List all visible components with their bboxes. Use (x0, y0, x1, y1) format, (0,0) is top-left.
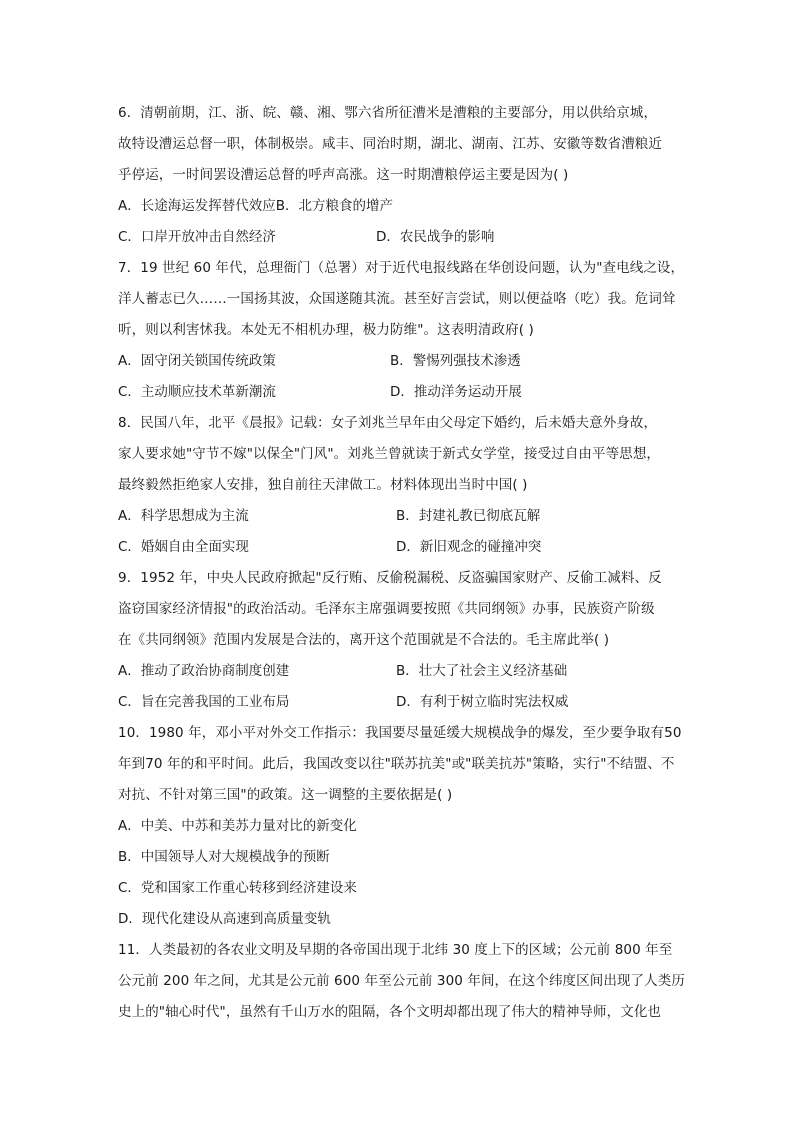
question-stem-line: 8．民国八年，北平《晨报》记载：女子刘兆兰早年由父母定下婚约，后未婚夫意外身故， (118, 415, 658, 431)
answer-option[interactable]: C．口岸开放冲击自然经济 (118, 229, 276, 245)
answer-option[interactable]: C．主动顺应技术革新潮流 (118, 384, 276, 400)
question-stem-line: 7．19 世纪 60 年代，总理衙门（总署）对于近代电报线路在华创设问题，认为"查电线之设， (118, 260, 685, 276)
question-stem-line: 史上的"轴心时代"，虽然有千山万水的阻隔，各个文明却都出现了伟大的精神导师，文化也 (118, 1004, 662, 1020)
answer-option[interactable]: D．有利于树立临时宪法权威 (396, 694, 569, 710)
question-6 (118, 104, 690, 259)
question-stem-line: 对抗、不针对第三国"的政策。这一调整的主要依据是( ) (118, 787, 453, 803)
question-list (118, 104, 690, 1034)
question-stem-line: 6．清朝前期，江、浙、皖、赣、湘、鄂六省所征漕米是漕粮的主要部分，用以供给京城， (118, 105, 658, 121)
question-11 (118, 941, 690, 1034)
options-row (118, 910, 690, 941)
options-row (118, 538, 690, 569)
question-stem-line: 9．1952 年，中央人民政府掀起"反行贿、反偷税漏税、反盗骗国家财产、反偷工减料、反 (118, 570, 662, 586)
question-stem-line: 乎停运，一时间罢设漕运总督的呼声高涨。这一时期漕粮停运主要是因为( ) (118, 167, 569, 183)
question-stem-line: 家人要求她"守节不嫁"以保全"门风"。刘兆兰曾就读于新式女学堂，接受过自由平等思想， (118, 446, 661, 462)
answer-option[interactable]: C．党和国家工作重心转移到经济建设来 (118, 880, 357, 896)
question-stem-line: 盗窃国家经济情报"的政治活动。毛泽东主席强调要按照《共同纲领》办事，民族资产阶级 (118, 601, 655, 617)
question-10 (118, 724, 690, 941)
answer-option[interactable]: A．中美、中苏和美苏力量对比的新变化 (118, 818, 357, 834)
options-row (118, 662, 690, 693)
options-row (118, 879, 690, 910)
answer-option[interactable]: D．推动洋务运动开展 (390, 384, 522, 400)
answer-option[interactable]: A．固守闭关锁国传统政策 (118, 353, 276, 369)
options-row (118, 693, 690, 724)
question-stem-line: 洋人蓄志已久……一国扬其波，众国遂随其流。甚至好言尝试，则以便益咯（吃）我。危词耸 (118, 291, 676, 307)
answer-option[interactable]: D．农民战争的影响 (376, 229, 495, 245)
options-row (118, 507, 690, 538)
options-row (118, 383, 690, 414)
question-stem-line: 最终毅然拒绝家人安排，独自前往天津做工。材料体现出当时中国( ) (118, 477, 528, 493)
answer-option[interactable]: C．婚姻自由全面实现 (118, 539, 249, 555)
question-9 (118, 569, 690, 724)
question-stem-line: 故特设漕运总督一职，体制极崇。咸丰、同治时期，湖北、湖南、江苏、安徽等数省漕粮近 (118, 136, 662, 152)
question-8 (118, 414, 690, 569)
answer-option[interactable]: B．封建礼教已彻底瓦解 (396, 508, 541, 524)
answer-option[interactable]: B．警惕列强技术渗透 (390, 353, 521, 369)
question-stem-line: 年到70 年的和平时间。此后，我国改变以往"联苏抗美"或"联美抗苏"策略，实行"不结盟、不 (118, 756, 675, 772)
options-row (118, 197, 690, 228)
question-7 (118, 259, 690, 414)
answer-option[interactable]: A．推动了政治协商制度创建 (118, 663, 290, 679)
answer-option[interactable]: A．科学思想成为主流 (118, 508, 249, 524)
options-row (118, 228, 690, 259)
answer-option[interactable]: C．旨在完善我国的工业布局 (118, 694, 290, 710)
question-stem-line: 在《共同纲领》范围内发展是合法的，离开这个范围就是不合法的。毛主席此举( ) (118, 632, 610, 648)
options-row (118, 817, 690, 848)
answer-option[interactable]: D．新旧观念的碰撞冲突 (396, 539, 542, 555)
answer-option[interactable]: B．壮大了社会主义经济基础 (396, 663, 568, 679)
question-stem-line: 11．人类最初的各农业文明及早期的各帝国出现于北纬 30 度上下的区域；公元前 800 年至 (118, 942, 673, 958)
answer-option[interactable]: A．长途海运发挥替代效应B．北方粮食的增产 (118, 198, 393, 214)
question-stem-line: 公元前 200 年之间，尤其是公元前 600 年至公元前 300 年间，在这个纬度区间出现了人类历 (118, 973, 685, 989)
options-row (118, 352, 690, 383)
options-row (118, 848, 690, 879)
answer-option[interactable]: B．中国领导人对大规模战争的预断 (118, 849, 330, 865)
question-stem-line: 听，则以利害怵我。本处无不相机办理，极力防维"。这表明清政府( ) (118, 322, 534, 338)
answer-option[interactable]: D．现代化建设从高速到高质量变轨 (118, 911, 331, 927)
question-stem-line: 10．1980 年，邓小平对外交工作指示：我国要尽量延缓大规模战争的爆发，至少要争取有50 (118, 725, 682, 741)
